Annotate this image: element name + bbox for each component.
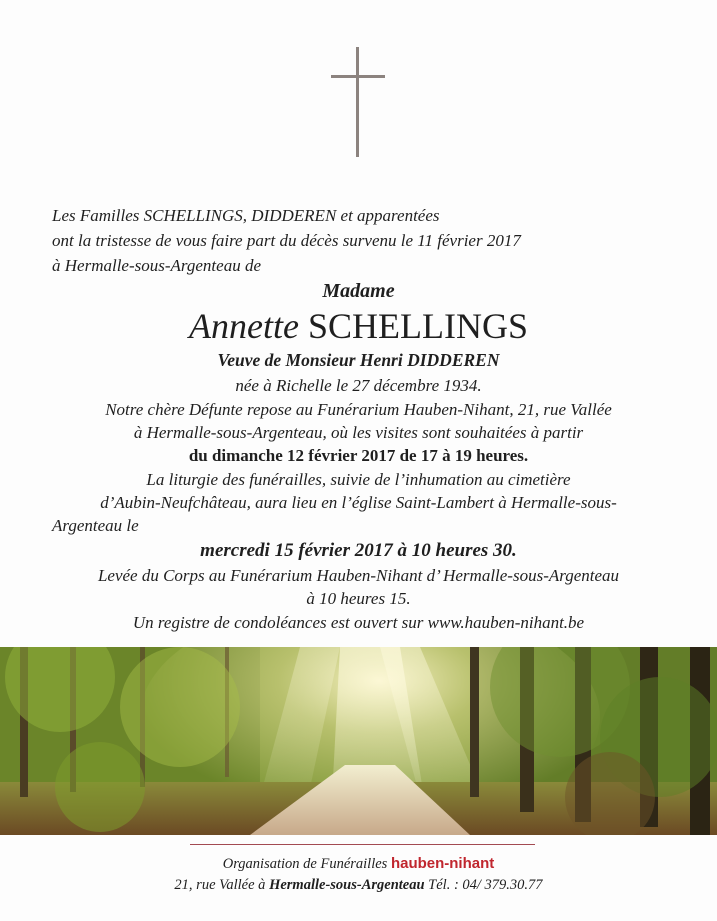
levee-line-2: à 10 heures 15. [306,589,411,608]
liturgy-line-2: d’Aubin-Neufchâteau, aura lieu en l’église Saint-Lambert à Hermalle-sous- [100,493,617,512]
deceased-name [0,308,717,344]
forest-path-image [0,647,717,835]
widow-of: Veuve de Monsieur Henri DIDDEREN [217,350,500,370]
cross-horizontal-bar [331,75,385,78]
intro-line-1: Les Familles SCHELLINGS, DIDDEREN et apparentées [52,206,440,225]
footer-organisation [0,855,717,873]
birth-info: née à Richelle le 27 décembre 1934. [235,376,482,395]
surname: SCHELLINGS [307,306,528,346]
first-name: Annette [189,306,299,346]
title-madame: Madame [322,280,395,302]
organisation-label: Organisation de Funérailles [222,856,388,872]
cross-icon [331,47,385,157]
intro-line-3: à Hermalle-sous-Argenteau de [52,256,261,275]
rest-line-2: à Hermalle-sous-Argenteau, où les visites sont souhaitées à partir [133,423,584,442]
funeral-date: mercredi 15 février 2017 à 10 heures 30. [200,540,517,561]
cross-vertical-bar [356,47,359,157]
liturgy-line-1: La liturgie des funérailles, suivie de l’inhumation au cimetière [146,470,571,489]
forest-illustration [0,647,717,835]
footer-divider [190,844,535,845]
address-city: Hermalle-sous-Argenteau [269,877,425,893]
levee-line-1: Levée du Corps au Funérarium Hauben-Nihant d’ Hermalle-sous-Argenteau [97,566,620,585]
intro-line-2: ont la tristesse de vous faire part du décès survenu le 11 février 2017 [52,231,521,250]
address-street: 21, rue Vallée à [174,877,266,893]
phone-number: Tél. : 04/ 379.30.77 [428,877,543,893]
liturgy-line-3: Argenteau le [52,516,139,535]
visit-time: du dimanche 12 février 2017 de 17 à 19 heures. [188,446,529,465]
rest-line-1: Notre chère Défunte repose au Funérarium Hauben-Nihant, 21, rue Vallée [105,400,612,419]
condolence-register: Un registre de condoléances est ouvert sur www.hauben-nihant.be [132,613,585,632]
brand-logo-text: hauben-nihant [390,855,495,872]
footer-address [0,877,717,894]
